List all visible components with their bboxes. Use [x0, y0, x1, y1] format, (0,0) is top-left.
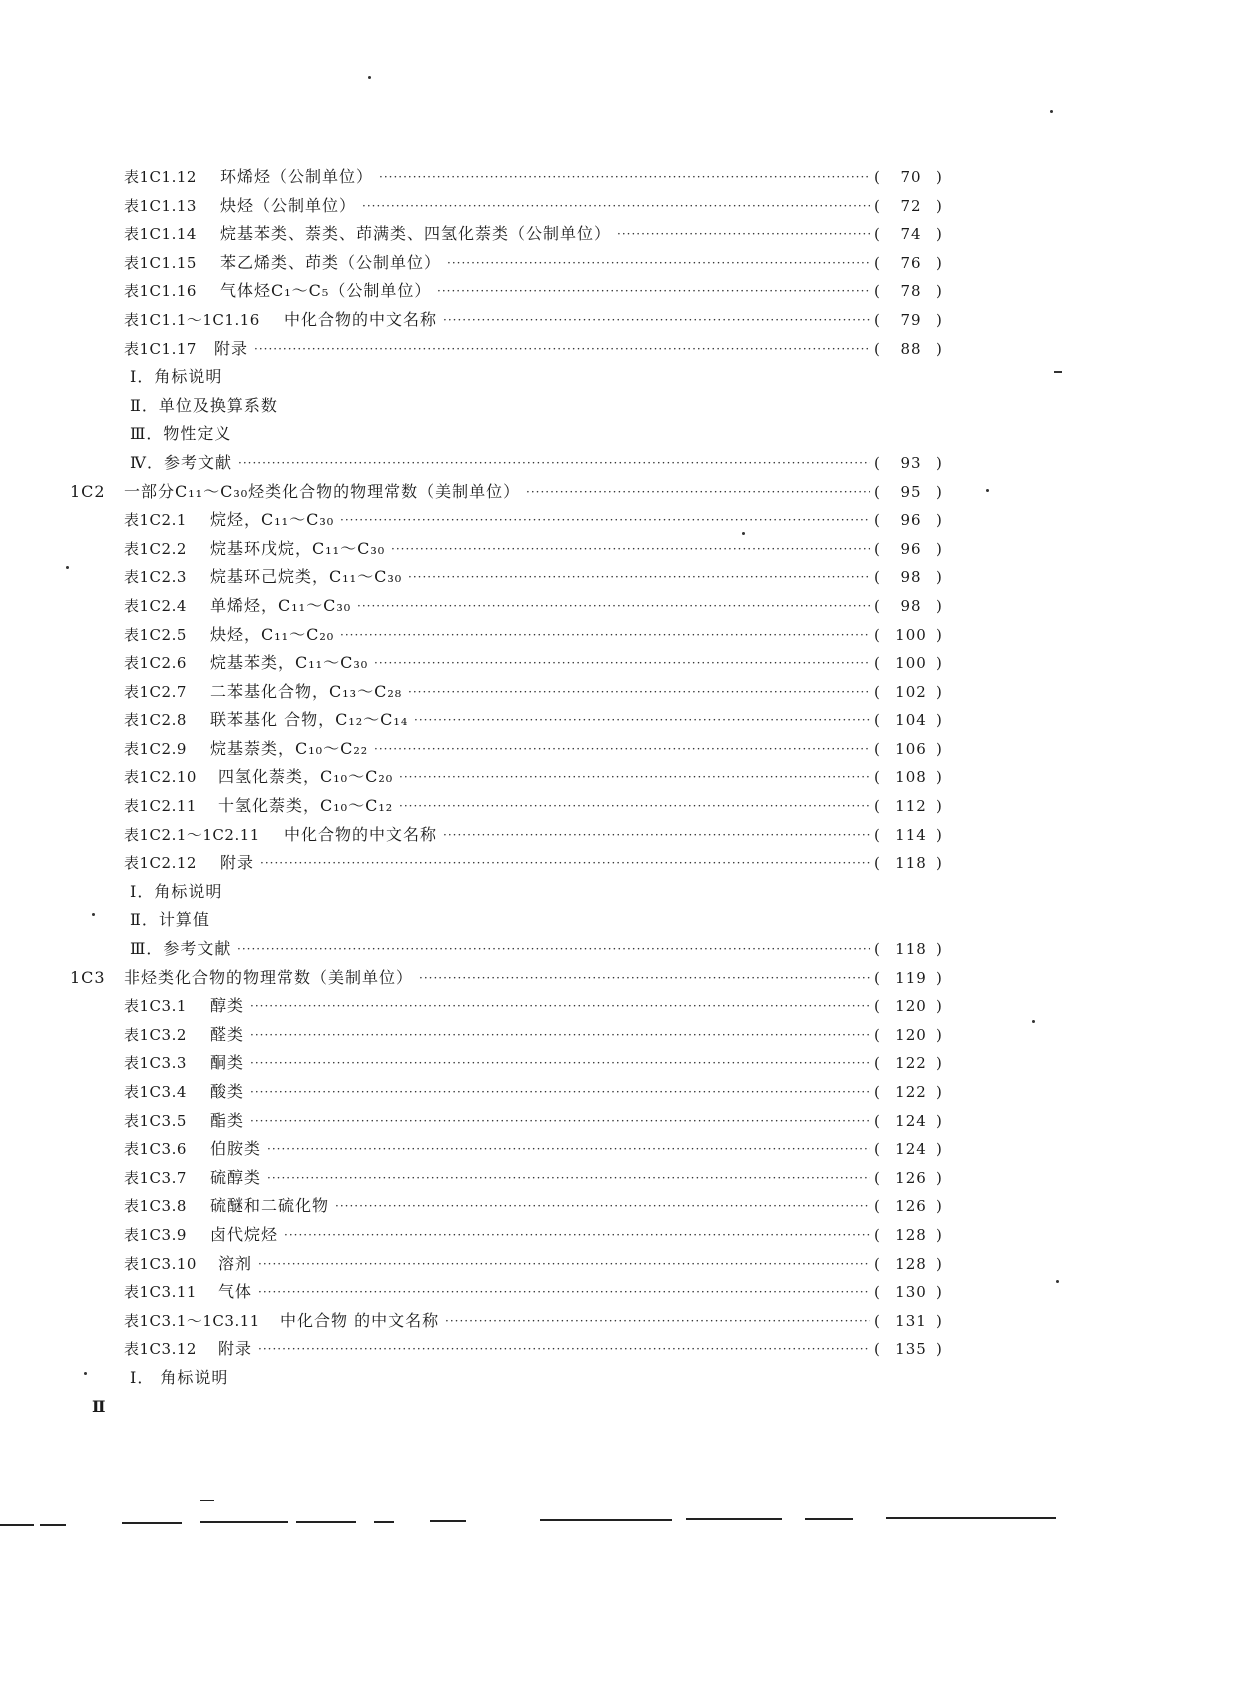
page-number: 122 [895, 1054, 927, 1073]
toc-entry [70, 1364, 950, 1393]
entry-title: 酸类 [210, 1082, 245, 1101]
table-code: 表1C3.1 [124, 997, 187, 1016]
entry-title: 硫醚和二硫化物 [210, 1196, 330, 1216]
toc-entry: 1C2 一部分C₁₁～C₃₀烃类化合物的物理常数（美制单位） ····· ( 95 ) [70, 478, 950, 507]
toc-entry: 表1C3.4 酸类 ····· ( 122 ) [70, 1078, 950, 1107]
entry-title: 二苯基化合物，C₁₃～C₂₈ [210, 681, 403, 701]
page-number: 95 [900, 482, 922, 501]
entry-title: 酮类 [210, 1053, 245, 1073]
entry-title: 十氢化萘类，C₁₀～C₁₂ [218, 796, 394, 816]
page-number: 100 [895, 625, 927, 644]
table-code: 表1C3.5 [124, 1111, 187, 1130]
toc-entry: 表1C3.9 卤代烷烃 ····· ( 128 ) [70, 1221, 950, 1250]
entry-title: 炔烃（公制单位） [220, 195, 357, 215]
entry-title: 附录 [220, 853, 255, 873]
toc-entry: Ⅳ．参考文献 ····· ( 93 ) [70, 449, 950, 478]
page-number: 76 [900, 253, 922, 272]
table-code: 表1C2.2 [124, 539, 187, 558]
entry-title: 酯类 [210, 1110, 245, 1130]
toc-entry: 表1C2.8 联苯基化 合物，C₁₂～C₁₄ ····· ( 104 ) [70, 706, 950, 735]
entry-title: 烷基苯类，C₁₁～C₃₀ [210, 653, 369, 673]
toc-entry: 表1C3.2 醛类 ····· ( 120 ) [70, 1021, 950, 1050]
toc-entry: 表1C3.10 溶剂 ····· ( 128 ) [70, 1250, 950, 1279]
table-code: 表1C2.11 [124, 797, 197, 816]
dot-leader [445, 1307, 870, 1336]
dot-leader [260, 849, 870, 878]
table-code: 表1C3.9 [124, 1225, 187, 1244]
entry-title: 醇类 [210, 996, 245, 1016]
toc-entry: 表1C1.15 苯乙烯类、茚类（公制单位） ····· ( 76 ) [70, 249, 950, 278]
page-number: 128 [895, 1254, 927, 1273]
toc-entry: 表1C2.4 单烯烃，C₁₁～C₃₀ ····· ( 98 ) [70, 592, 950, 621]
table-code: 表1C3.6 [124, 1140, 187, 1159]
entry-title: 单烯烃，C₁₁～C₃₀ [210, 595, 352, 615]
entry-title: 烷烃，C₁₁～C₃₀ [210, 510, 335, 530]
table-code: 表1C2.6 [124, 654, 187, 673]
table-code: 表1C2.4 [124, 596, 187, 615]
dot-leader [408, 563, 870, 592]
entry-title: Ⅲ．物性定义 [130, 424, 232, 444]
entry-title: 中化合物 的中文名称 [280, 1310, 440, 1330]
toc-entry: 表1C3.1～1C3.11 中化合物 的中文名称 ····· ( 131 ) [70, 1307, 950, 1336]
toc-entry: 表1C2.12 附录 ····· ( 118 ) [70, 849, 950, 878]
table-code: 表1C1.15 [124, 253, 197, 272]
page-number: 74 [900, 225, 922, 244]
toc-entry: 表1C3.12 附录 ····· ( 135 ) [70, 1335, 950, 1364]
table-code: 表1C3.10 [124, 1254, 197, 1273]
dot-leader [267, 1135, 870, 1164]
page-folio: Ⅱ [92, 1397, 106, 1416]
page-number: 131 [895, 1311, 927, 1330]
table-code: 表1C1.17 [124, 339, 197, 358]
entry-title: 烷基萘类，C₁₀～C₂₂ [210, 738, 369, 758]
entry-title: 炔烃，C₁₁～C₂₀ [210, 624, 335, 644]
page-number: 118 [895, 854, 927, 873]
toc-entry: 表1C2.1～1C2.11 中化合物的中文名称 ····· ( 114 ) [70, 821, 950, 850]
table-code: 表1C3.11 [124, 1283, 197, 1302]
dot-leader [374, 649, 870, 678]
table-code: 表1C3.7 [124, 1168, 187, 1187]
toc-entry: 1C3 非烃类化合物的物理常数（美制单位） ····· ( 119 ) [70, 964, 950, 993]
entry-title: 中化合物的中文名称 [284, 309, 438, 329]
toc-entry: 表1C1.1～1C1.16 中化合物的中文名称 ····· ( 79 ) [70, 306, 950, 335]
dot-leader [414, 706, 870, 735]
dot-leader [237, 935, 870, 964]
toc-entry: 表1C1.17 附录 ····· ( 88 ) [70, 335, 950, 364]
dot-leader [362, 192, 870, 221]
toc-entry [70, 420, 950, 449]
toc-entry: 表1C1.14 烷基苯类、萘类、茚满类、四氢化萘类（公制单位） ····· ( 74 ) [70, 220, 950, 249]
dot-leader [437, 277, 870, 306]
page-number: 120 [895, 1025, 927, 1044]
dot-leader [340, 506, 870, 535]
table-code: 表1C2.5 [124, 625, 187, 644]
table-code: 表1C2.10 [124, 768, 197, 787]
dot-leader [399, 792, 870, 821]
dot-leader [258, 1250, 870, 1279]
toc-entry: 表1C3.11 气体 ····· ( 130 ) [70, 1278, 950, 1307]
page-number: 130 [895, 1283, 927, 1302]
toc-entry: 表1C2.7 二苯基化合物，C₁₃～C₂₈ ····· ( 102 ) [70, 678, 950, 707]
toc-entry: 表1C2.1 烷烃，C₁₁～C₃₀ ····· ( 96 ) [70, 506, 950, 535]
entry-title: 环烯烃（公制单位） [220, 167, 374, 186]
page-number: 126 [895, 1168, 927, 1187]
toc-entry: 表1C3.7 硫醇类 ····· ( 126 ) [70, 1164, 950, 1193]
toc-entry: 表1C3.1 醇类 ····· ( 120 ) [70, 992, 950, 1021]
page-number: 112 [895, 797, 927, 816]
dot-leader [391, 535, 870, 564]
entry-title: 卤代烷烃 [210, 1224, 279, 1244]
entry-title: Ⅱ．计算值 [130, 910, 210, 930]
dot-leader [399, 763, 870, 792]
table-code: 表1C2.1～1C2.11 [124, 825, 260, 844]
dot-leader [443, 821, 870, 850]
dot-leader [419, 964, 870, 993]
table-code: 表1C3.12 [124, 1340, 197, 1359]
entry-title: 气体 [218, 1282, 253, 1302]
toc-entry [70, 363, 950, 392]
entry-title: 醛类 [210, 1024, 245, 1044]
table-code: 表1C3.8 [124, 1197, 187, 1216]
page-number: 102 [895, 682, 927, 701]
table-code: 表1C1.14 [124, 225, 197, 244]
entry-title: Ⅳ．参考文献 [130, 452, 232, 472]
page-number: 126 [895, 1197, 927, 1216]
entry-title: 烷基苯类、萘类、茚满类、四氢化萘类（公制单位） [220, 224, 612, 244]
dot-leader [250, 992, 870, 1021]
dot-leader [617, 220, 870, 249]
entry-title: 非烃类化合物的物理常数（美制单位） [124, 967, 414, 987]
toc-entry: 表1C2.9 烷基萘类，C₁₀～C₂₂ ····· ( 106 ) [70, 735, 950, 764]
dot-leader [526, 478, 870, 507]
page-number: 108 [895, 768, 927, 787]
page-number: 120 [895, 997, 927, 1016]
toc-entry: 表1C1.12 环烯烃（公制单位） ····· ( 70 ) [70, 163, 950, 192]
page-number: 128 [895, 1225, 927, 1244]
toc-entry: 表1C2.2 烷基环戊烷，C₁₁～C₃₀ ····· ( 96 ) [70, 535, 950, 564]
toc-entry: 表1C3.8 硫醚和二硫化物 ····· ( 126 ) [70, 1192, 950, 1221]
page-number: 88 [900, 339, 922, 358]
page-number: 93 [900, 453, 922, 472]
toc-entry [70, 878, 950, 907]
dot-leader [374, 735, 870, 764]
entry-title: 附录 [218, 1339, 253, 1359]
entry-title: 联苯基化 合物，C₁₂～C₁₄ [210, 710, 409, 730]
dot-leader [443, 306, 870, 335]
page-number: 96 [900, 511, 922, 530]
table-code: 表1C1.12 [124, 168, 197, 186]
page-number: 70 [900, 168, 922, 186]
page-number: 114 [895, 825, 927, 844]
page-number: 119 [895, 968, 927, 987]
dot-leader [258, 1335, 870, 1364]
section-number: 1C3 [70, 967, 106, 987]
table-code: 表1C3.4 [124, 1083, 187, 1101]
dot-leader [250, 1049, 870, 1078]
toc-entry: 表1C3.6 伯胺类 ····· ( 124 ) [70, 1135, 950, 1164]
table-code: 表1C2.1 [124, 511, 187, 530]
table-code: 表1C2.9 [124, 739, 187, 758]
table-code: 表1C2.12 [124, 854, 197, 873]
toc-entry: Ⅲ．参考文献 ····· ( 118 ) [70, 935, 950, 964]
toc-entry: 表1C2.5 炔烃，C₁₁～C₂₀ ····· ( 100 ) [70, 621, 950, 650]
toc-entry: 表1C2.6 烷基苯类，C₁₁～C₃₀ ····· ( 100 ) [70, 649, 950, 678]
page-number: 72 [900, 196, 922, 215]
entry-title: Ⅱ．单位及换算系数 [130, 395, 278, 415]
toc-entry: 表1C1.16 气体烃C₁～C₅（公制单位） ····· ( 78 ) [70, 277, 950, 306]
entry-title: 附录 [214, 338, 249, 358]
entry-title: 苯乙烯类、茚类（公制单位） [220, 252, 442, 272]
table-code: 表1C2.8 [124, 711, 187, 730]
table-of-contents [70, 163, 950, 1393]
dot-leader [267, 1164, 870, 1193]
toc-entry: 表1C2.10 四氢化萘类，C₁₀～C₂₀ ····· ( 108 ) [70, 763, 950, 792]
table-code: 表1C1.1～1C1.16 [124, 310, 260, 329]
entry-title: 溶剂 [218, 1253, 253, 1273]
dot-leader [447, 249, 870, 278]
toc-entry: 表1C1.13 炔烃（公制单位） ····· ( 72 ) [70, 192, 950, 221]
dot-leader [408, 678, 870, 707]
entry-title: Ⅰ．角标说明 [130, 367, 223, 387]
dot-leader [335, 1192, 870, 1221]
toc-entry: 表1C2.11 十氢化萘类，C₁₀～C₁₂ ····· ( 112 ) [70, 792, 950, 821]
page-number: 96 [900, 539, 922, 558]
dot-leader [238, 449, 870, 478]
entry-title: Ⅰ． 角标说明 [130, 1367, 229, 1387]
table-code: 表1C3.1～1C3.11 [124, 1311, 260, 1330]
table-code: 表1C1.13 [124, 196, 197, 215]
table-code: 表1C2.3 [124, 568, 187, 587]
entry-title: 四氢化萘类，C₁₀～C₂₀ [218, 767, 394, 787]
table-code: 表1C3.2 [124, 1025, 187, 1044]
toc-entry [70, 906, 950, 935]
page-number: 135 [895, 1340, 927, 1359]
table-code: 表1C1.16 [124, 282, 197, 301]
entry-title: Ⅲ．参考文献 [130, 939, 232, 959]
page-number: 78 [900, 282, 922, 301]
section-number: 1C2 [70, 481, 106, 501]
toc-entry: 表1C3.3 酮类 ····· ( 122 ) [70, 1049, 950, 1078]
toc-entry: 表1C2.3 烷基环己烷类，C₁₁～C₃₀ ····· ( 98 ) [70, 563, 950, 592]
entry-title: 硫醇类 [210, 1167, 262, 1187]
entry-title: Ⅰ．角标说明 [130, 881, 223, 901]
page-number: 100 [895, 654, 927, 673]
dot-leader [250, 1021, 870, 1050]
dot-leader [379, 163, 870, 192]
dot-leader [254, 335, 870, 364]
table-code: 表1C3.3 [124, 1054, 187, 1073]
entry-title: 一部分C₁₁～C₃₀烃类化合物的物理常数（美制单位） [124, 481, 521, 501]
dot-leader [258, 1278, 870, 1307]
page-number: 98 [900, 568, 922, 587]
dot-leader [250, 1107, 870, 1136]
page-number: 106 [895, 739, 927, 758]
page-number: 118 [895, 940, 927, 959]
dot-leader [284, 1221, 870, 1250]
page-number: 124 [895, 1140, 927, 1159]
entry-title: 伯胺类 [210, 1139, 262, 1159]
entry-title: 中化合物的中文名称 [284, 824, 438, 844]
entry-title: 烷基环己烷类，C₁₁～C₃₀ [210, 567, 403, 587]
page-number: 104 [895, 711, 927, 730]
toc-entry: 表1C3.5 酯类 ····· ( 124 ) [70, 1107, 950, 1136]
page-number: 122 [895, 1083, 927, 1101]
entry-title: 气体烃C₁～C₅（公制单位） [220, 281, 432, 301]
dot-leader [357, 592, 870, 621]
toc-entry [70, 392, 950, 421]
entry-title: 烷基环戊烷，C₁₁～C₃₀ [210, 538, 386, 558]
table-code: 表1C2.7 [124, 682, 187, 701]
page-number: 79 [900, 310, 922, 329]
page-number: 98 [900, 596, 922, 615]
dot-leader [340, 621, 870, 650]
page-number: 124 [895, 1111, 927, 1130]
dot-leader [250, 1078, 870, 1107]
